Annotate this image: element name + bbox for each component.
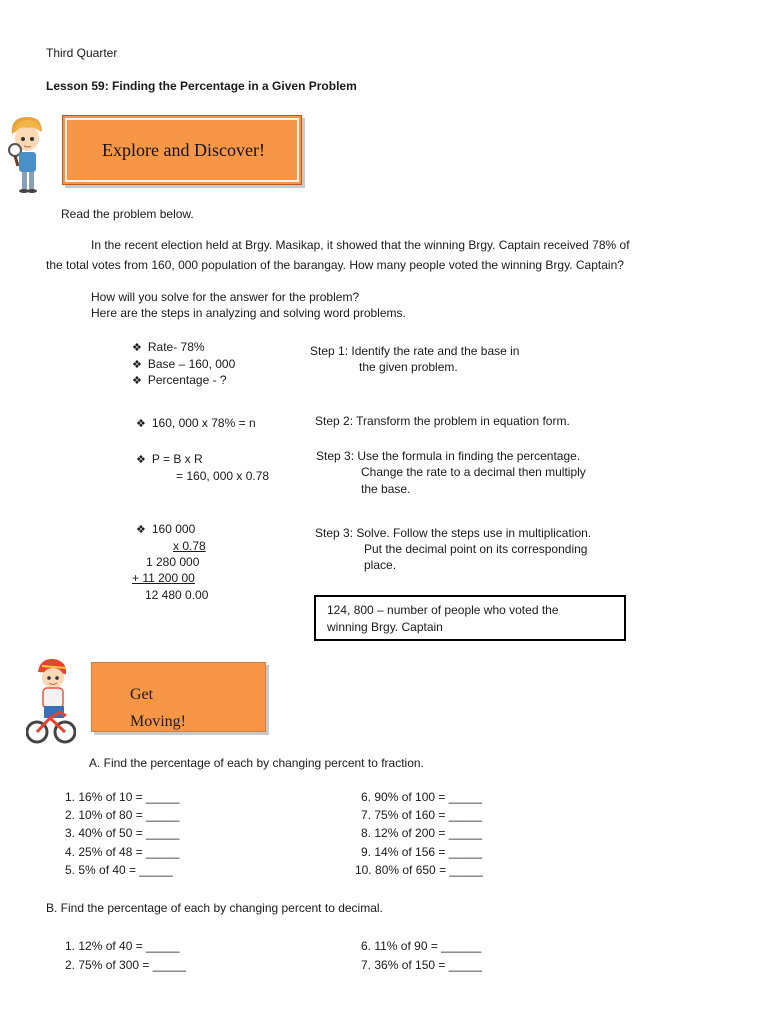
kid-bike-illustration [26,656,76,748]
step4-text-line-1: Step 3: Solve. Follow the steps use in multiplication. [315,526,592,540]
step1-item: ❖ Rate- 78% [132,340,205,354]
step3-text-line-3: the base. [361,482,411,496]
exercise-item: 7. 36% of 150 = _____ [361,958,483,972]
step3-text-line-2: Change the rate to a decimal then multiply [361,465,586,479]
exercise-item: 8. 12% of 200 = _____ [361,826,483,840]
problem-line-2: the total votes from 160, 000 population of the barangay. How many people voted the winning Brgy. Captain? [46,258,624,272]
step4-text-line-3: place. [364,558,397,572]
part-a-title: A. Find the percentage of each by changing percent to fraction. [89,756,424,770]
exercise-item: 1. 12% of 40 = _____ [65,939,180,953]
step4-text-line-2: Put the decimal point on its corresponding [364,542,588,556]
exercise-item: 2. 75% of 300 = _____ [65,958,187,972]
exercise-item: 6. 11% of 90 = ______ [361,939,482,953]
step1-item: ❖ Base – 160, 000 [132,357,236,371]
lesson-title: Lesson 59: Finding the Percentage in a Given Problem [46,79,357,93]
calc-result: 12 480 0.00 [145,588,209,602]
exercise-item: 7. 75% of 160 = _____ [361,808,483,822]
exercise-item: 6. 90% of 100 = _____ [361,790,483,804]
calc-multiplier: x 0.78 [173,539,206,553]
exercise-item: 5. 5% of 40 = _____ [65,863,173,877]
answer-line-1: 124, 800 – number of people who voted the [327,603,559,617]
calc-partial-1: 1 280 000 [146,555,200,569]
get-moving-text-1: Get [130,686,154,703]
quarter-label: Third Quarter [46,46,118,60]
calc-multiplicand: ❖ 160 000 [136,522,196,536]
bullet-diamond-icon: ❖ [136,454,146,466]
step1-text-line-1: Step 1: Identify the rate and the base in [310,344,520,358]
step2-equation: ❖ 160, 000 x 78% = n [136,416,256,430]
step3-text-line-1: Step 3: Use the formula in finding the percentage. [316,449,581,463]
bullet-diamond-icon: ❖ [132,375,142,387]
bullet-diamond-icon: ❖ [136,418,146,430]
problem-line-1: In the recent election held at Brgy. Masikap, it showed that the winning Brgy. Captain received 78% of [91,238,630,252]
exercise-item: 3. 40% of 50 = _____ [65,826,180,840]
get-moving-text-2: Moving! [130,713,186,730]
boy-magnifier-illustration [4,112,50,194]
question-line-2: Here are the steps in analyzing and solving word problems. [91,306,406,320]
step3-formula-2: = 160, 000 x 0.78 [176,469,270,483]
step1-item: ❖ Percentage - ? [132,373,227,387]
step3-formula-1: ❖ P = B x R [136,452,203,466]
explore-banner-text: Explore and Discover! [102,140,265,160]
exercise-item: 1. 16% of 10 = _____ [65,790,180,804]
exercise-item: 9. 14% of 156 = _____ [361,845,483,859]
exercise-item: 10. 80% of 650 = _____ [355,863,483,877]
bullet-diamond-icon: ❖ [132,342,142,354]
part-b-title: B. Find the percentage of each by changing percent to decimal. [46,901,383,915]
answer-box [314,595,626,641]
question-line-1: How will you solve for the answer for the problem? [91,290,360,304]
exercise-item: 2. 10% of 80 = _____ [65,808,180,822]
calc-partial-2: + 11 200 00 [132,571,195,585]
answer-line-2: winning Brgy. Captain [327,620,443,634]
step2-text: Step 2: Transform the problem in equation form. [315,414,570,428]
step1-text-line-2: the given problem. [359,360,458,374]
exercise-item: 4. 25% of 48 = _____ [65,845,180,859]
bullet-diamond-icon: ❖ [132,359,142,371]
intro-text: Read the problem below. [61,207,194,221]
bullet-diamond-icon: ❖ [136,524,146,536]
